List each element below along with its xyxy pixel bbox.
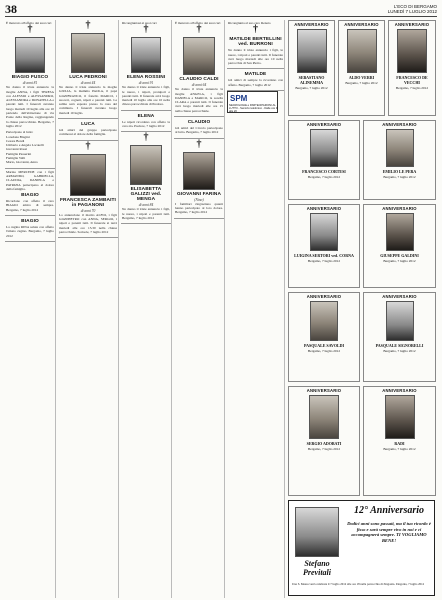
deceased-name: LUCA PEDRONI: [69, 75, 107, 80]
obituary-notice: [174, 139, 224, 219]
anniversary-card: [288, 120, 360, 200]
cross-icon: †: [27, 24, 33, 36]
anniversary-card: [388, 20, 436, 116]
anniversary-name: SERGIO ADOBATI: [306, 441, 342, 446]
anniversary-date: Bergamo, 7 luglio 2012: [345, 81, 378, 85]
obituary-column-2: [58, 20, 119, 598]
anniversary-date: Bergamo, 7 luglio 2012: [307, 447, 341, 451]
publication-name: L'ECO DI BERGAMO: [393, 4, 437, 9]
anniversary-card: [363, 292, 436, 382]
notice-body: Ne danno il triste annuncio i figli, le nuore, i nipoti e parenti tutti. Bergamo, 7 luglio 2012: [122, 207, 170, 220]
deceased-name: CLAUDIO CALDI: [179, 77, 219, 83]
notice-body: Gli amici del gruppo partecipano commossi al dolore della famiglia.: [59, 128, 117, 137]
cross-icon: †: [85, 140, 91, 152]
anniversary-title: ANNIVERSARIO: [344, 22, 379, 27]
condolence-notice: [121, 111, 171, 133]
anniversary-title: ANNIVERSARIO: [382, 206, 417, 211]
obituary-notice: [227, 20, 284, 69]
anniversary-date: Bergamo, 7 luglio 2012: [307, 175, 341, 179]
notice-body: Ne danno il triste annuncio i figli, le nuore, i nipoti, pronipoti e parenti tutti. Il funerale avrà luogo martedì 10 luglio alle ore 10 nella chiesa parrocchiale di Predore.: [122, 85, 170, 107]
notice-name: MATILDE: [244, 72, 267, 78]
condolence-notice: [5, 216, 55, 242]
cross-icon: †: [196, 138, 202, 150]
obituary-notice: [174, 20, 224, 117]
anniversary-name: SEBASTIANO ALINEMMA: [298, 75, 325, 85]
notice-name: ELENA: [137, 113, 155, 119]
obituary-notice: [5, 20, 55, 169]
anniversary-card: [363, 120, 436, 200]
notice-intro: È mancato all'affetto dei suoi cari: [175, 21, 221, 25]
cross-icon: †: [253, 24, 258, 36]
notice-name: LUCA: [81, 122, 95, 128]
obituary-column-5: [227, 20, 285, 598]
notice-body: Ricordano con affetto il caro BIAGIO amico di sempre. Bergamo, 7 luglio 2012: [6, 199, 54, 212]
deceased-photo: [71, 33, 105, 73]
anniversary-title: ANNIVERSARIO: [382, 294, 417, 299]
anniversary-photo: [385, 395, 415, 439]
anniversary-card: [363, 386, 436, 496]
anniversary-title: ANNIVERSARIO: [306, 294, 342, 299]
condolence-notice: [174, 117, 224, 139]
anniversary-card: [363, 204, 436, 288]
anniversary-name: PASQUALE SIGNORELLI: [375, 343, 424, 348]
anniversary-name: FRANCESCO CORTESI: [302, 169, 346, 174]
condolence-notice: [58, 119, 118, 141]
deceased-name: ELENA ROSSINI: [126, 75, 166, 81]
anniversary-card: [288, 20, 335, 116]
deceased-name: FRANCESCA ZAMBAITI in PAGANONI: [60, 197, 116, 208]
spm-advert: [227, 91, 284, 121]
obituary-notice: [121, 132, 171, 224]
anniversary-date: Bergamo, 7 luglio 2012: [395, 86, 429, 90]
notice-body: La cugina RINA saluta con affetto l'amato cugino. Bergamo, 7 luglio 2012: [6, 225, 54, 238]
anniversary-card: [288, 292, 360, 382]
notice-intro: Ricongiuntasi ai suoi cari: [122, 21, 157, 25]
publication-date: LUNEDÌ 7 LUGLIO 2012: [387, 9, 437, 14]
notice-body: Ne danno il triste annuncio la moglie GIULIA, la mamma PAOLA, il papà GIANFRANCO, il fratello MARCO, i suoceri, cognati, nipoti e parenti tutti. La salma sarà esposta presso la casa del commiato. I funerali avranno luogo martedì 10 luglio.: [59, 85, 117, 115]
notice-name: BIAGIO: [21, 219, 39, 225]
deceased-age: di anni 70: [80, 208, 96, 213]
spm-text: NECROLOGIE e PARTECIPAZIONI AL LUTTO - Servizio telefonico - Dalle ore 9 alle 20: [229, 104, 278, 114]
anniversary-photo: [309, 395, 339, 439]
obituary-column-4: [174, 20, 225, 598]
anniversary-date: Bergamo, 7 luglio 2012: [383, 447, 416, 451]
notice-body: Marina MERCEDE con i figli ARMANDO, GABRIELLA, CLAUDIA, DANIELA e PATRIZIA partecipano al dolore della famiglia.: [6, 169, 54, 191]
anniversary-photo: [386, 213, 414, 251]
deceased-photo: [15, 37, 45, 73]
featured-title: 12° Anniversario: [353, 505, 425, 516]
condolence-item: Famiglia Valli: [6, 156, 26, 161]
anniversary-photo: [347, 29, 377, 73]
featured-caption: Una S. Messa verrà celebrata il 7 luglio 2012 alle ore 18 nella parrocchia di Zingonia. Zingonia, 7 luglio 2012: [292, 582, 425, 586]
cross-icon: †: [85, 20, 91, 31]
obituary-column-3: [121, 20, 172, 598]
notice-name: CLAUDIO: [187, 120, 211, 126]
anniversary-name: RADI: [394, 441, 405, 446]
page-header: [5, 3, 437, 17]
anniversary-date: Bergamo, 7 luglio 2012: [383, 175, 416, 179]
deceased-name: ELISABETTA GALIZZI ved. MENGA: [130, 187, 162, 203]
anniversary-title: ANNIVERSARIO: [306, 206, 342, 211]
anniversary-title: ANNIVERSARIO: [294, 22, 329, 27]
anniversary-card: [288, 386, 360, 496]
notice-name: BIAGIO: [21, 193, 39, 199]
deceased-age: di anni 44: [80, 81, 96, 85]
cross-icon: †: [143, 132, 149, 144]
condolence-item: Loredana Biagini: [6, 134, 30, 139]
obituary-column-1: [5, 20, 56, 598]
obituary-notice: [58, 141, 118, 238]
anniversary-name: ALDO VERRI: [348, 75, 375, 80]
deceased-photo: [183, 152, 215, 190]
anniversary-date: Bergamo, 7 luglio 2012: [307, 349, 341, 353]
notice-body: Ne danno il triste annuncio i figli, le nuore, i nipoti e parenti tutti. Il funerale avrà luogo martedì alle ore 10 nella parrocchia di San Pietro.: [228, 48, 283, 66]
notice-body: Gli amici di sempre la ricordano con affetto. Bergamo, 7 luglio 2012: [228, 78, 283, 87]
deceased-age: di anni 64: [191, 83, 207, 88]
spm-logo: SPM: [230, 94, 248, 104]
featured-anniversary-box: [288, 500, 435, 596]
notice-body: Ne danno il triste annuncio la moglie ANNA, i figli TERESA con ALESSIO e ALESSANDRO, ALESSANDRA e DONATELLA e parenti tutti. I funerali avranno luogo martedì 10 luglio alle ore 10 partendo dall'abitazione di via Ponte della Regina, raggiungendo la chiesa parrocchiale. Bergamo, 7 luglio 2012: [6, 85, 54, 128]
deceased-photo: [131, 37, 161, 73]
anniversary-title: ANNIVERSARIO: [306, 122, 342, 127]
anniversary-title: ANNIVERSARIO: [382, 122, 417, 127]
deceased-name: MATILDE BERTELLINI ved. BURRONI: [229, 37, 282, 48]
anniversary-photo: [397, 29, 427, 73]
anniversary-card: [288, 204, 360, 288]
publication-info: [388, 4, 437, 14]
anniversary-name: EMILIO LE PERA: [382, 169, 417, 174]
anniversary-title: ANNIVERSARIO: [382, 388, 417, 393]
anniversary-name: FRANCESCO DE VECCHI: [396, 75, 428, 85]
deceased-name: BIAGIO FUSCO: [11, 75, 49, 81]
page-number: 38: [5, 2, 17, 16]
condolence-notice: [5, 169, 55, 216]
featured-name: Stefano Previtali: [303, 559, 331, 577]
condolence-item: Cesare Bondi: [6, 138, 25, 143]
deceased-age: di anni 84: [138, 203, 154, 208]
condolence-item: Mario, Giovanni, Anna: [6, 160, 38, 165]
deceased-photo: [183, 37, 215, 75]
deceased-photo: [130, 145, 162, 185]
notice-body: Lo annunciano il marito ALFIO, i figli GIANPIETRO con ANNA, SERGIO, i nipoti e parenti tutti. Il funerale si terrà martedì alle ore 15.30 nella chiesa parrocchiale. Sorisole, 7 luglio 2012: [59, 212, 117, 234]
anniversary-photo: [310, 213, 338, 251]
notice-body: Ne danno il triste annuncio la moglie ANGELA, i figli DANIELA e MARCO, la sorella CLARA e parenti tutti. Il funerale avrà luogo martedì alle ore 15 nella chiesa parrocchiale.: [175, 87, 223, 113]
condolence-notice: [227, 69, 284, 91]
anniversary-date: Bergamo, 7 luglio 2012: [383, 349, 416, 353]
obituary-notice: [121, 20, 171, 111]
notice-intro: È mancato all'affetto dei suoi cari: [6, 21, 52, 25]
notice-body: Le nipoti ricordano con affetto la cara zia. Predore, 7 luglio 2012: [122, 119, 170, 129]
featured-message: Dodici anni sono passati, ma il tuo ricordo è fisso e sarà sempre vivo in noi e ci accompagnerà sempre. TI VOGLIAMO BENE!: [347, 521, 431, 543]
featured-photo: [295, 507, 339, 557]
notice-intro: Ricongiunta al suo caro Renato: [228, 21, 271, 25]
anniversary-name: PASQUALE SAVOLDI: [303, 343, 345, 348]
condolence-item: Giovanni Rossi: [6, 147, 28, 152]
anniversary-section: [287, 20, 437, 598]
anniversary-title: ANNIVERSARIO: [306, 388, 342, 393]
anniversary-photo: [386, 301, 414, 341]
anniversary-photo: [386, 129, 414, 167]
anniversary-name: LUIGINA SERTORI ved. CORNA: [294, 253, 354, 258]
notice-body: I familiari ringraziano quanti hanno partecipato al loro dolore. Bergamo, 7 luglio 2012: [175, 201, 223, 215]
anniversary-photo: [310, 129, 338, 167]
anniversary-photo: [297, 29, 327, 73]
anniversary-title: ANNIVERSARIO: [394, 22, 430, 27]
deceased-photo: [70, 154, 106, 196]
anniversary-date: Bergamo, 7 luglio 2012: [295, 86, 328, 90]
deceased-nickname: (Nino): [194, 197, 204, 202]
notice-body: Gli amici del Circolo partecipano al lutto. Bergamo, 7 luglio 2012: [175, 126, 223, 135]
list-title: Partecipano al lutto:: [6, 130, 34, 135]
spm-box: [227, 91, 278, 113]
anniversary-date: Bergamo, 7 luglio 2012: [383, 259, 416, 263]
cross-icon: †: [143, 24, 149, 36]
obituary-notice: [58, 20, 118, 119]
anniversary-photo: [310, 301, 338, 341]
cross-icon: †: [196, 24, 202, 36]
deceased-age: di anni 91: [138, 81, 154, 86]
deceased-name: GIOVANNI FARINA: [176, 191, 222, 197]
anniversary-name: GIUSEPPE GALDINI: [380, 253, 419, 258]
anniversary-card: [338, 20, 385, 116]
condolence-item: Famiglia Passerini: [6, 151, 32, 156]
deceased-age: di anni 81: [22, 81, 38, 86]
anniversary-date: Bergamo, 7 luglio 2012: [307, 259, 341, 263]
condolence-item: Umberto e Angela Locatelli: [6, 143, 44, 148]
